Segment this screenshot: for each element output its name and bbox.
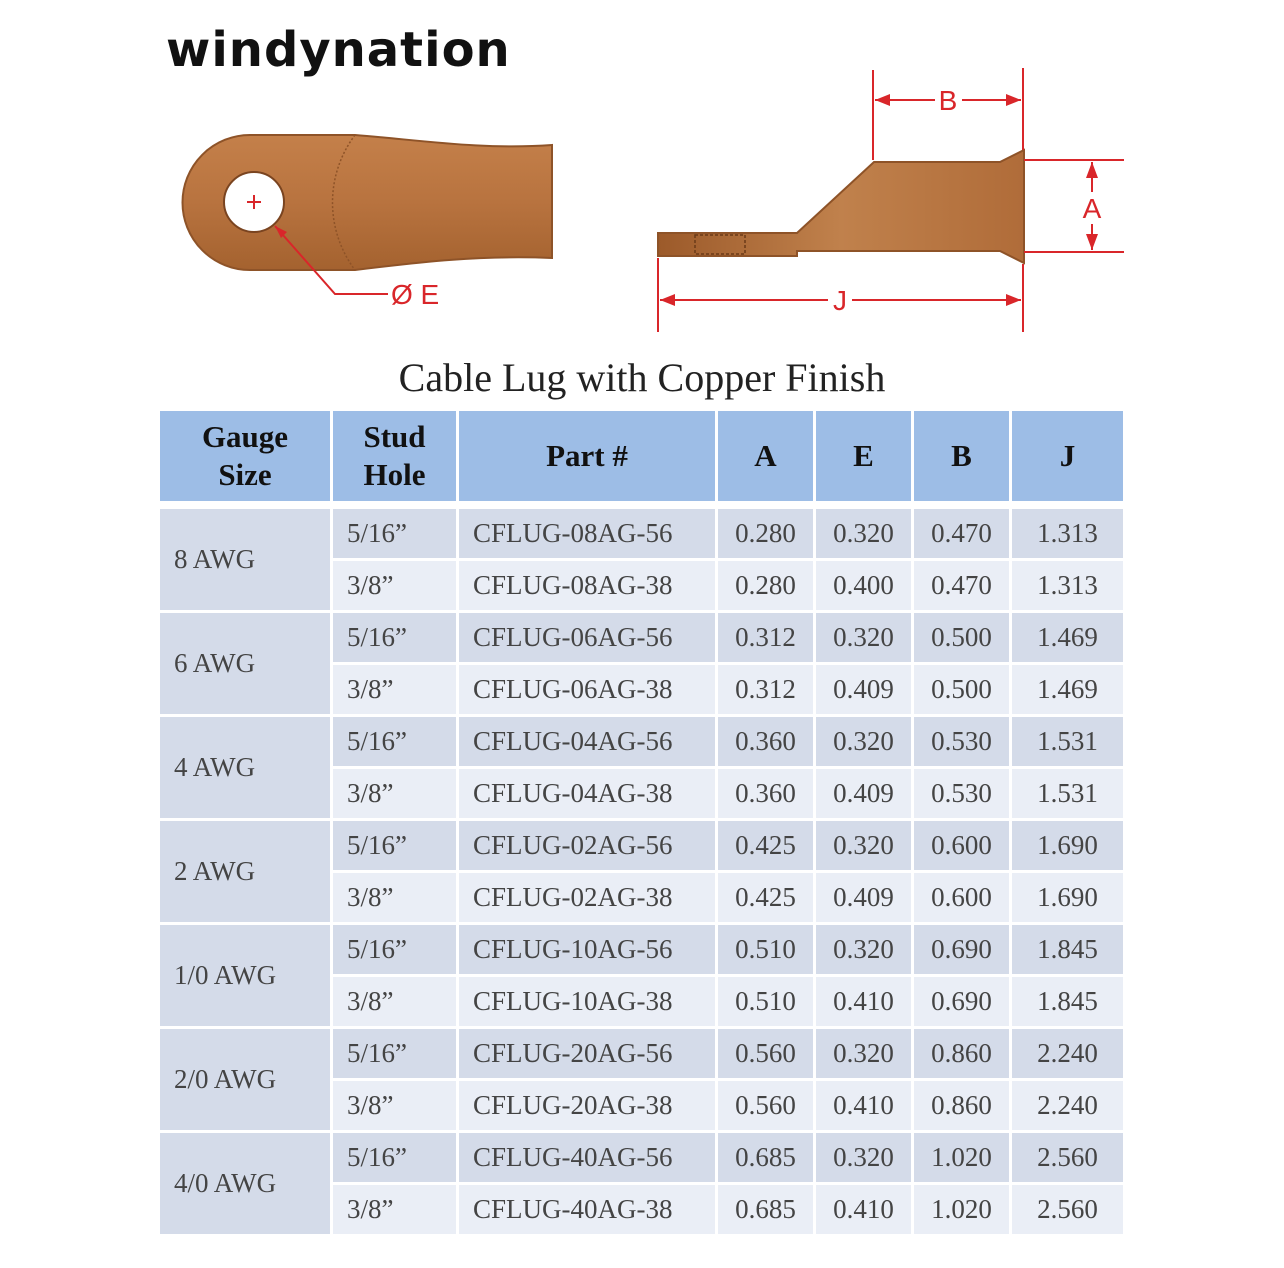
dim-b-cell: 1.020 (914, 1185, 1012, 1237)
part-number-cell: CFLUG-02AG-56 (459, 821, 718, 873)
dim-a-cell: 0.312 (718, 665, 816, 717)
dim-b-cell: 0.500 (914, 613, 1012, 665)
stud-hole-cell: 3/8” (333, 665, 459, 717)
gauge-size-cell: 1/0 AWG (160, 925, 333, 1029)
dim-e-cell: 0.320 (816, 613, 914, 665)
dim-a-cell: 0.280 (718, 509, 816, 561)
specs-table (160, 411, 1123, 1237)
dim-b-cell: 0.860 (914, 1029, 1012, 1081)
dim-e-cell: 0.409 (816, 769, 914, 821)
table-row (160, 925, 1123, 977)
dim-a-cell: 0.560 (718, 1081, 816, 1133)
dim-j-cell: 1.531 (1012, 769, 1123, 821)
gauge-size-cell: 4 AWG (160, 717, 333, 821)
header-gauge-line2: Size (218, 457, 272, 492)
label-diameter-e: Ø E (391, 279, 440, 310)
gauge-size-cell: 2 AWG (160, 821, 333, 925)
dim-j-cell: 2.240 (1012, 1029, 1123, 1081)
part-number-cell: CFLUG-04AG-38 (459, 769, 718, 821)
dim-j-cell: 1.313 (1012, 561, 1123, 613)
stud-hole-cell: 5/16” (333, 821, 459, 873)
dim-a-cell: 0.425 (718, 821, 816, 873)
dim-j-cell: 2.240 (1012, 1081, 1123, 1133)
dim-j-cell: 1.531 (1012, 717, 1123, 769)
header-stud-hole (333, 411, 459, 501)
stud-hole-cell: 3/8” (333, 1081, 459, 1133)
part-number-cell: CFLUG-40AG-56 (459, 1133, 718, 1185)
label-b: B (938, 85, 958, 116)
dim-b-cell: 0.530 (914, 769, 1012, 821)
stud-hole-cell: 3/8” (333, 561, 459, 613)
dim-a-cell: 0.425 (718, 873, 816, 925)
stud-hole-cell: 5/16” (333, 509, 459, 561)
stud-hole-cell: 5/16” (333, 925, 459, 977)
dim-b-cell: 0.500 (914, 665, 1012, 717)
header-stud-line1: Stud (363, 419, 426, 454)
dim-e-cell: 0.410 (816, 977, 914, 1029)
dim-e-cell: 0.320 (816, 925, 914, 977)
dim-j-cell: 1.845 (1012, 977, 1123, 1029)
dim-b-cell: 0.470 (914, 509, 1012, 561)
stud-hole-cell: 3/8” (333, 873, 459, 925)
part-number-cell: CFLUG-40AG-38 (459, 1185, 718, 1237)
dim-b-cell: 0.690 (914, 925, 1012, 977)
dim-j-cell: 1.313 (1012, 509, 1123, 561)
dim-j-cell: 2.560 (1012, 1133, 1123, 1185)
header-j: J (1012, 411, 1123, 501)
part-number-cell: CFLUG-06AG-56 (459, 613, 718, 665)
header-stud-line2: Hole (363, 457, 426, 492)
dim-e-cell: 0.320 (816, 717, 914, 769)
dim-b-cell: 1.020 (914, 1133, 1012, 1185)
header-a: A (718, 411, 816, 501)
lug-top-view (183, 135, 553, 294)
dim-e-cell: 0.410 (816, 1185, 914, 1237)
part-number-cell: CFLUG-08AG-38 (459, 561, 718, 613)
header-gauge-line1: Gauge (201, 419, 289, 454)
table-row (160, 717, 1123, 769)
table-spacer-row (160, 501, 1123, 509)
dim-j-cell: 1.690 (1012, 821, 1123, 873)
label-j: J (833, 285, 847, 316)
dim-a-cell: 0.685 (718, 1133, 816, 1185)
dim-b-cell: 0.600 (914, 873, 1012, 925)
part-number-cell: CFLUG-04AG-56 (459, 717, 718, 769)
dim-e-cell: 0.320 (816, 821, 914, 873)
part-number-cell: CFLUG-20AG-56 (459, 1029, 718, 1081)
table-row (160, 509, 1123, 561)
part-number-cell: CFLUG-02AG-38 (459, 873, 718, 925)
part-number-cell: CFLUG-08AG-56 (459, 509, 718, 561)
dim-a-cell: 0.510 (718, 977, 816, 1029)
lug-diagram (0, 0, 1284, 345)
dim-j-cell: 1.469 (1012, 665, 1123, 717)
dim-b-cell: 0.690 (914, 977, 1012, 1029)
stud-hole-cell: 3/8” (333, 977, 459, 1029)
dim-e-cell: 0.320 (816, 1029, 914, 1081)
dim-a-cell: 0.685 (718, 1185, 816, 1237)
part-number-cell: CFLUG-10AG-38 (459, 977, 718, 1029)
dim-e-cell: 0.320 (816, 509, 914, 561)
dim-e-cell: 0.410 (816, 1081, 914, 1133)
dim-e-cell: 0.409 (816, 665, 914, 717)
dim-b-cell: 0.530 (914, 717, 1012, 769)
stud-hole-cell: 5/16” (333, 1029, 459, 1081)
dim-e-cell: 0.320 (816, 1133, 914, 1185)
table-spacer-cell (160, 501, 1123, 509)
dim-j-cell: 2.560 (1012, 1185, 1123, 1237)
dim-a-cell: 0.312 (718, 613, 816, 665)
dim-a-cell: 0.280 (718, 561, 816, 613)
table-row (160, 821, 1123, 873)
dim-j-cell: 1.469 (1012, 613, 1123, 665)
gauge-size-cell: 4/0 AWG (160, 1133, 333, 1237)
stud-hole-cell: 5/16” (333, 717, 459, 769)
dim-a-cell: 0.360 (718, 769, 816, 821)
part-number-cell: CFLUG-10AG-56 (459, 925, 718, 977)
header-part: Part # (459, 411, 718, 501)
label-a: A (1082, 193, 1102, 224)
table-row (160, 1133, 1123, 1185)
header-b: B (914, 411, 1012, 501)
dim-a-cell: 0.510 (718, 925, 816, 977)
dim-b-cell: 0.600 (914, 821, 1012, 873)
table-row (160, 1029, 1123, 1081)
dim-a-cell: 0.360 (718, 717, 816, 769)
brand-logo: windynation (166, 22, 511, 78)
dim-e-cell: 0.409 (816, 873, 914, 925)
table-row (160, 613, 1123, 665)
stud-hole-cell: 3/8” (333, 769, 459, 821)
table-header-row (160, 411, 1123, 501)
gauge-size-cell: 8 AWG (160, 509, 333, 613)
header-gauge-size (160, 411, 333, 501)
dim-j-cell: 1.690 (1012, 873, 1123, 925)
page-title: Cable Lug with Copper Finish (398, 355, 886, 400)
dim-e-cell: 0.400 (816, 561, 914, 613)
dim-j-cell: 1.845 (1012, 925, 1123, 977)
header-e: E (816, 411, 914, 501)
gauge-size-cell: 6 AWG (160, 613, 333, 717)
stud-hole-cell: 5/16” (333, 613, 459, 665)
part-number-cell: CFLUG-06AG-38 (459, 665, 718, 717)
dim-b-cell: 0.470 (914, 561, 1012, 613)
gauge-size-cell: 2/0 AWG (160, 1029, 333, 1133)
stud-hole-cell: 5/16” (333, 1133, 459, 1185)
dim-a-cell: 0.560 (718, 1029, 816, 1081)
part-number-cell: CFLUG-20AG-38 (459, 1081, 718, 1133)
dim-b-cell: 0.860 (914, 1081, 1012, 1133)
lug-side-view (658, 150, 1024, 263)
stud-hole-cell: 3/8” (333, 1185, 459, 1237)
specs-table-body (160, 501, 1123, 1237)
